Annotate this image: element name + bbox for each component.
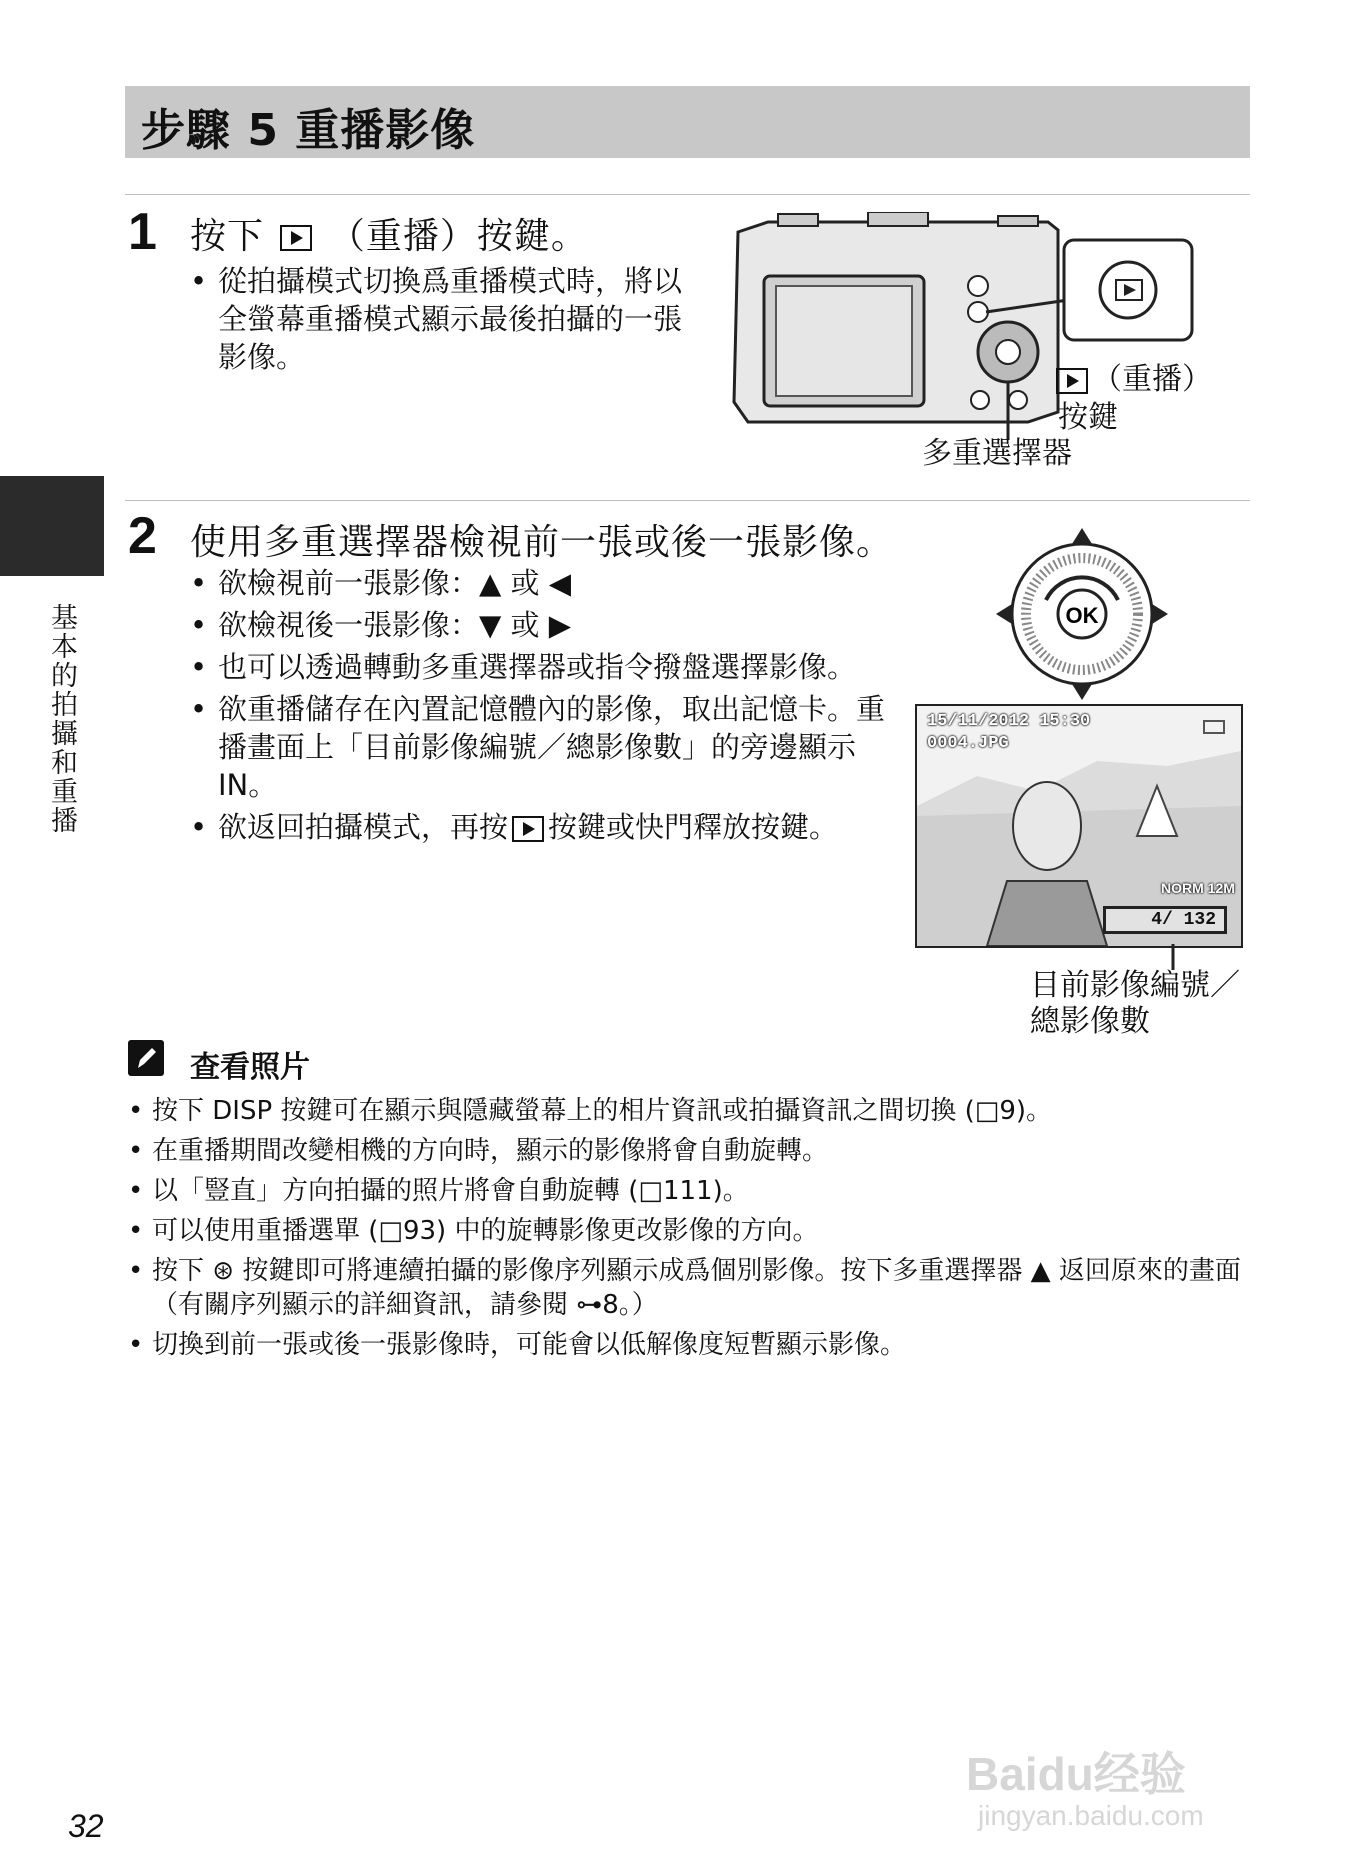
play-button-caption [1052, 362, 1212, 398]
list-item: • 從拍攝模式切換爲重播模式時，將以全螢幕重播模式顯示最後拍攝的一張影像。 [188, 262, 708, 376]
photo-date: 15/11/2012 15:30 [927, 712, 1091, 731]
chapter-tab-label: 基本的拍攝和重播 [46, 603, 77, 835]
counter-caption-line-1: 目前影像編號／ [1030, 968, 1240, 1003]
section-title: 步驟 5 重播影像 [141, 105, 476, 156]
list-item: • 在重播期間改變相機的方向時，顯示的影像將會自動旋轉。 [128, 1134, 1258, 1168]
watermark-url: jingyan.baidu.com [978, 1800, 1204, 1831]
left-arrow-icon [996, 604, 1012, 624]
last-bullet-post: 按鍵或快門釋放按鍵。 [548, 810, 839, 844]
down-arrow-icon [1072, 684, 1092, 700]
list-item: • 欲重播儲存在內置記憶體內的影像，取出記憶卡。重播畫面上「目前影像編號／總影像數」的旁邊顯示 IN。 [188, 690, 888, 804]
counter-caption-line-2: 總影像數 [1030, 1004, 1150, 1039]
list-item: • 也可以透過轉動多重選擇器或指令撥盤選擇影像。 [188, 648, 888, 686]
up-arrow-icon [1072, 528, 1092, 544]
multi-selector-dial [996, 528, 1168, 700]
list-item: • 以「豎直」方向拍攝的照片將會自動旋轉 (□111)。 [128, 1174, 1258, 1208]
step-1-heading [190, 208, 588, 259]
section-title-bar [125, 86, 1250, 158]
watermark-brand: Baidu经验 [966, 1748, 1186, 1800]
multi-selector-caption: 多重選擇器 [922, 436, 1072, 471]
page-number: 32 [68, 1808, 104, 1844]
chapter-tab-marker [0, 476, 104, 576]
play-button-icon [280, 225, 312, 251]
note-list [128, 1094, 1258, 1368]
play-button-icon [512, 816, 544, 842]
last-bullet-pre: 欲返回拍攝模式，再按 [218, 810, 509, 844]
step-2-heading: 使用多重選擇器檢視前一張或後一張影像。 [190, 522, 894, 563]
note-title: 查看照片 [190, 1050, 310, 1085]
list-item: • 可以使用重播選單 (□93) 中的旋轉影像更改影像的方向。 [128, 1214, 1258, 1248]
image-counter: 4/ 132 [1103, 906, 1227, 934]
playback-screen [915, 704, 1243, 948]
battery-icon [1203, 720, 1225, 734]
play-button-icon [1056, 368, 1088, 394]
step-1-bullets [188, 262, 708, 380]
play-button-caption-text: （重播） [1092, 362, 1212, 397]
list-item: • 切換到前一張或後一張影像時，可能會以低解像度短暫顯示影像。 [128, 1328, 1258, 1362]
image-quality: NORM 12M [1161, 880, 1235, 896]
list-item: • 欲檢視後一張影像：▼ 或 ▶ [188, 606, 888, 644]
list-item: • 按下 ⊛ 按鍵即可將連續拍攝的影像序列顯示成爲個別影像。按下多重選擇器 ▲ 返回原來的畫面 （有關序列顯示的詳細資訊，請參閱 ⊶8。） [128, 1254, 1258, 1322]
photo-filename: 0004.JPG [927, 734, 1009, 753]
counter-callout-line [1170, 944, 1176, 970]
portrait-face [1013, 782, 1081, 870]
list-item: • 按下 DISP 按鍵可在顯示與隱藏螢幕上的相片資訊或拍攝資訊之間切換 (□9)。 [128, 1094, 1258, 1128]
step-2-bullets [188, 564, 888, 850]
right-arrow-icon [1152, 604, 1168, 624]
step-1-heading-pre: 按下 [190, 216, 265, 257]
step-1-heading-post: （重播）按鍵。 [328, 216, 588, 257]
list-item: • 欲檢視前一張影像：▲ 或 ◀ [188, 564, 888, 602]
pencil-icon [128, 1040, 164, 1076]
divider [125, 194, 1250, 195]
list-item [188, 808, 888, 846]
step-1-number: 1 [128, 203, 157, 261]
divider [125, 500, 1250, 501]
ok-label: OK [1065, 603, 1099, 628]
step-2-number: 2 [128, 507, 157, 565]
button-caption: 按鍵 [1058, 400, 1118, 435]
